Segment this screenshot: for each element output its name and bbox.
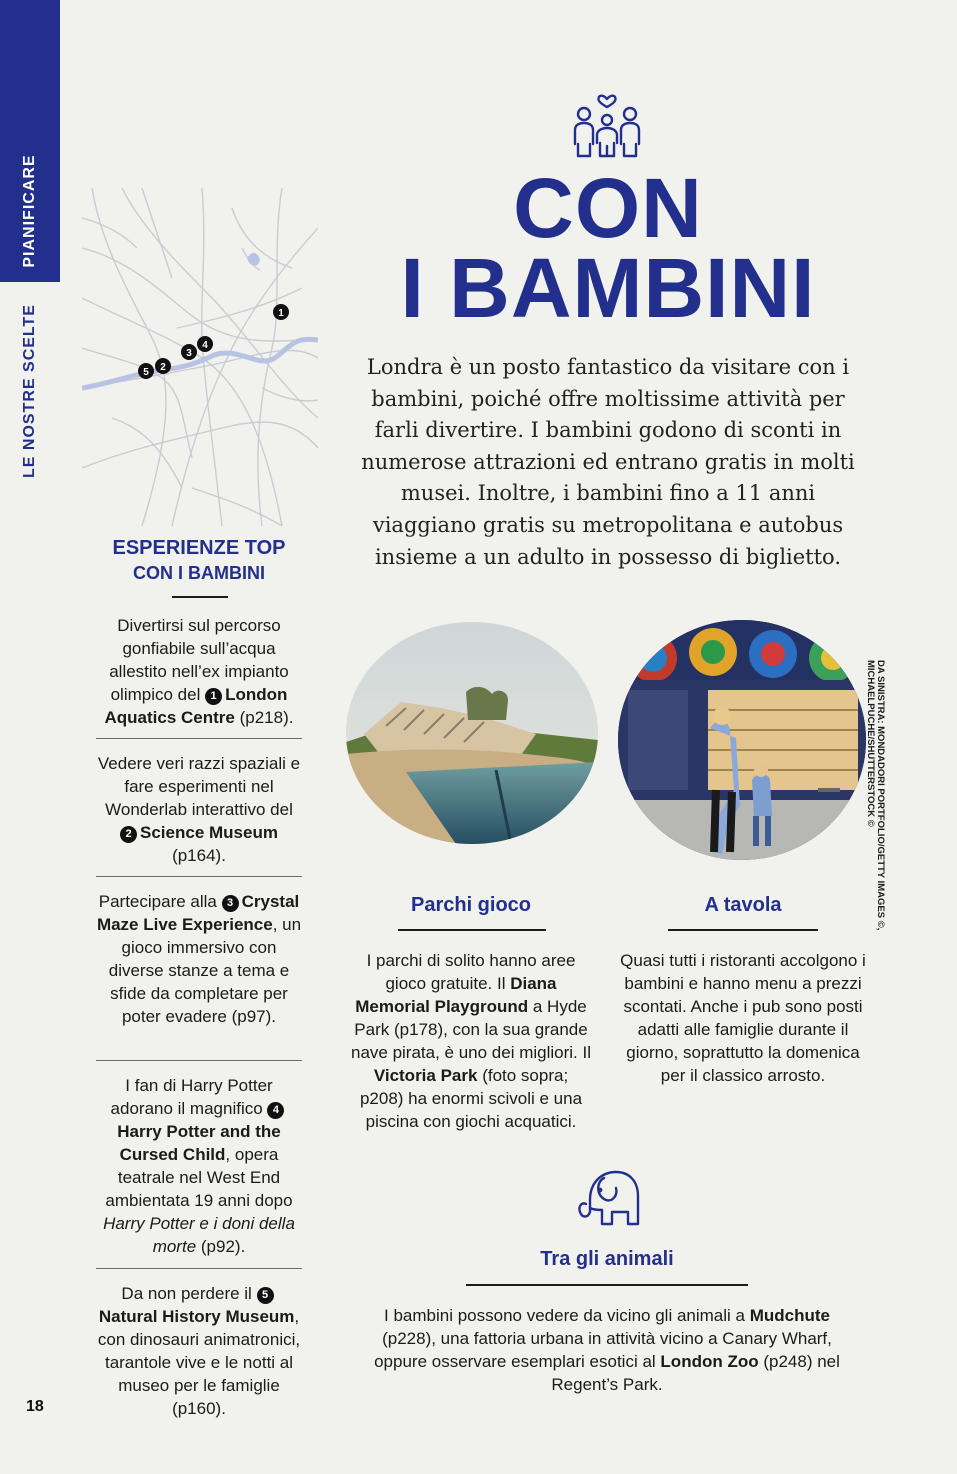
experience-entry-4: I fan di Harry Potter adorano il magnifico 4Harry Potter and the Cursed Child, opera teatrale nel West End ambientata 19 anni dopo Harry Potter e i doni della morte (p92). [103,1076,295,1256]
place-name: London Zoo [660,1352,759,1371]
intro-paragraph: Londra è un posto fantastico da visitare con i bambini, poiché offre moltissime attività per farli divertire. I bambini godono di sconti in numerose attrazioni ed entrano gratis in molti musei. Inoltre, i bambini fino a 11 anni viaggiano gratis su metropolitana e autobus insieme a un adulto in possesso di biglietto. [361,355,855,569]
svg-text:3: 3 [186,348,192,359]
entry-divider [96,1060,302,1061]
entry-divider [96,738,302,739]
entry-place-name: Harry Potter and the Cursed Child [117,1122,281,1164]
svg-text:1: 1 [278,308,284,319]
experience-entry-5: Da non perdere il 5Natural History Museum, con dinosauri animatronici, tarantole vive e le notti al museo per le famiglie (p160). [97,1284,301,1418]
map-marker-2 [155,358,171,374]
section-heading-playgrounds: Parchi gioco [410,894,532,916]
map-marker-4 [197,336,213,352]
marker-badge-3: 3 [222,895,239,912]
top-experiences-heading [96,536,302,586]
map-marker-1 [273,304,289,320]
marker-badge-5: 5 [257,1287,274,1304]
map-marker-5 [138,363,154,379]
subsection-tab-label: LE NOSTRE SCELTE [21,304,38,478]
entry-divider [96,876,302,877]
place-name: Mudchute [749,1306,830,1325]
marker-badge-2: 2 [120,826,137,843]
photo-credit-line-2: MICHAELPUCHE/SHUTTERSTOCK © [865,660,876,827]
map-marker-3 [181,344,197,360]
section-tab-label: PIANIFICARE [21,154,38,268]
playgrounds-text: I parchi di solito hanno aree gioco gratuite. Il Diana Memorial Playground a Hyde Park (p178), con la sua grande nave pirata, è uno dei migliori. Il Victoria Park (foto sopra; p208) ha enormi scivoli e una piscina con giochi acquatici. [350,951,592,1131]
top-experiences-subtitle: CON I BAMBINI [133,563,265,583]
elephant-icon [572,1166,642,1226]
top-experiences-title: ESPERIENZE TOP [112,537,286,559]
book-title: Harry Potter e i doni della morte [103,1214,295,1256]
entry-place-name: London Aquatics Centre [104,685,288,727]
section-rule [466,1284,748,1286]
experience-entry-1: Divertirsi sul percorso gonfiabile sull’acqua allestito nell’ex impianto olimpico del 1 London Aquatics Centre (p218). [104,616,294,727]
svg-text:4: 4 [202,340,208,351]
family-icon [570,88,644,162]
section-rule [398,929,546,931]
place-name: Victoria Park [373,1066,478,1085]
entry-place-name: Science Museum [140,823,278,842]
entry-place-name: Crystal Maze Live Experience [96,892,300,934]
experience-entry-3: Partecipare alla 3 Crystal Maze Live Experience, un gioco immersivo con diverse stanze a tema e sfide da completare per poter evadere (p97). [96,892,302,1026]
svg-text:2: 2 [160,362,166,373]
marker-badge-4: 4 [267,1102,284,1119]
restaurant-photo [618,620,866,860]
svg-text:5: 5 [143,367,149,378]
page-title [360,161,856,335]
page-title-line-1: CON [513,161,703,255]
page-title-line-2: I BAMBINI [400,241,816,335]
photo-credit [866,660,896,950]
experience-entry-2: Vedere veri razzi spaziali e fare esperimenti nel Wonderlab interattivo del 2 Science Museum (p164). [97,754,301,865]
animals-text: I bambini possono vedere da vicino gli animali a Mudchute (p228), una fattoria urbana in attività vicino a Canary Wharf, oppure osservare esemplari esotici al London Zoo (p248) nel Regent’s Park. [374,1306,840,1394]
photo-credit-line-1: DA SINISTRA: MONDADORI PORTFOLIO/GETTY IMAGES ©, [875,660,886,931]
london-map [82,188,318,526]
section-heading-animals: Tra gli animali [540,1248,674,1270]
page-number: 18 [26,1398,44,1415]
section-tab [0,0,60,282]
section-rule [668,929,818,931]
place-name: Diana Memorial Playground [355,974,557,1016]
entry-place-name: Natural History Museum [98,1307,295,1326]
marker-badge-1: 1 [205,688,222,705]
entry-divider [96,1268,302,1269]
subsection-tab [0,282,60,502]
dining-text: Quasi tutti i ristoranti accolgono i bambini e hanno menu a prezzi scontati. Anche i pub sono posti adatti alle famiglie durante il giorno, soprattutto la domenica per il classico arrosto. [620,951,866,1085]
section-heading-dining: A tavola [704,894,782,916]
playground-photo [346,622,598,844]
heading-rule [172,596,228,598]
